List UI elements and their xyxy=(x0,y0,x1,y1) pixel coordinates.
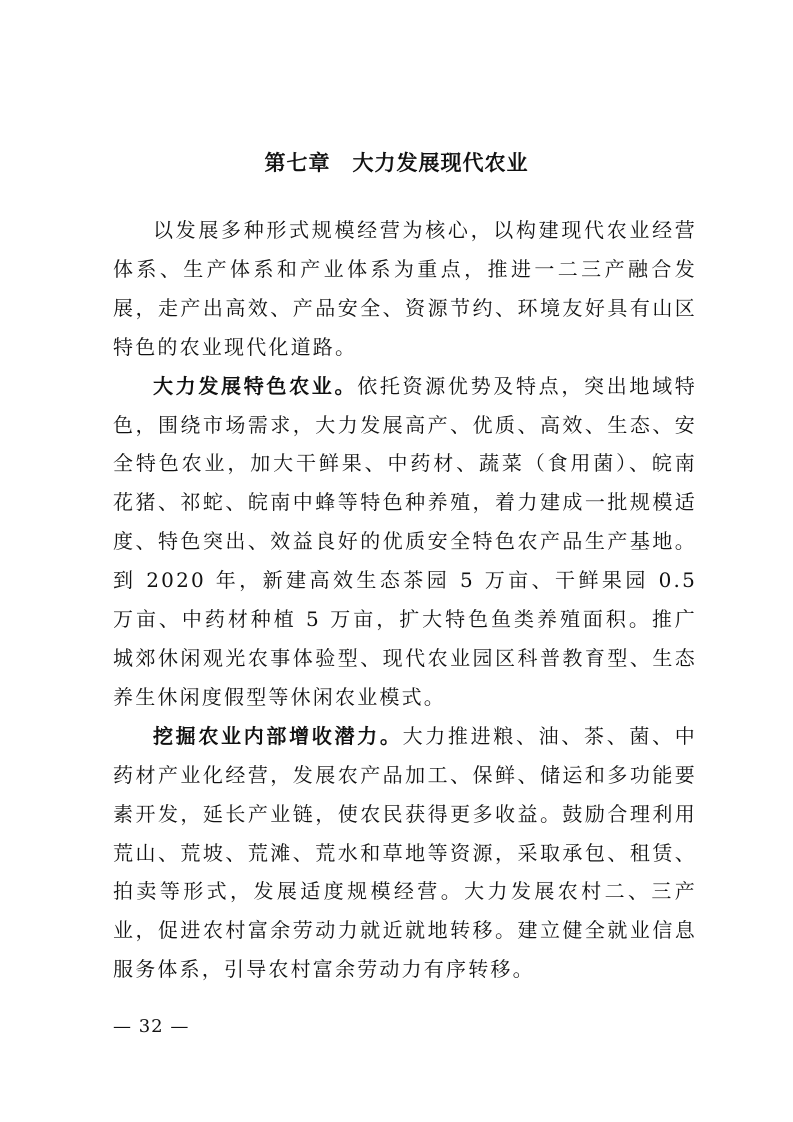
paragraph-specialty-agriculture-heading: 大力发展特色农业。 xyxy=(153,373,358,398)
document-body xyxy=(113,211,697,989)
paragraph-intro-text: 以发展多种形式规模经营为核心，以构建现代农业经营体系、生产体系和产业体系为重点，推进一二三产融合发展，走产出高效、产品安全、资源节约、环境友好具有山区特色的农业现代化道路。 xyxy=(113,218,697,359)
page-number: — 32 — xyxy=(113,1016,190,1037)
paragraph-specialty-agriculture xyxy=(113,367,697,717)
paragraph-income-potential-heading: 挖掘农业内部增收潜力。 xyxy=(153,723,403,748)
paragraph-income-potential-text: 大力推进粮、油、茶、菌、中药材产业化经营，发展农产品加工、保鲜、储运和多功能要素开发，延长产业链，使农民获得更多收益。鼓励合理利用荒山、荒坡、荒滩、荒水和草地等资源，采取承包、租赁、拍卖等形式，发展适度规模经营。大力发展农村二、三产业，促进农村富余劳动力就近就地转移。建立健全就业信息服务体系，引导农村富余劳动力有序转移。 xyxy=(113,723,697,982)
paragraph-specialty-agriculture-text: 依托资源优势及特点，突出地域特色，围绕市场需求，大力发展高产、优质、高效、生态、安全特色农业，加大干鲜果、中药材、蔬菜（食用菌）、皖南花猪、祁蛇、皖南中蜂等特色种养殖，着力建成一批规模适度、特色突出、效益良好的优质安全特色农产品生产基地。到 2020 年，新建高效生态茶园 5 万亩、干鲜果园 0.5 万亩、中药材种植 5 万亩，扩大特色鱼类养殖面积。推广城郊休闲观光农事体验型、现代农业园区科普教育型、生态养生休闲度假型等休闲农业模式。 xyxy=(113,373,697,709)
paragraph-intro xyxy=(113,211,697,367)
paragraph-income-potential xyxy=(113,717,697,989)
chapter-title: 第七章 大力发展现代农业 xyxy=(264,151,529,175)
